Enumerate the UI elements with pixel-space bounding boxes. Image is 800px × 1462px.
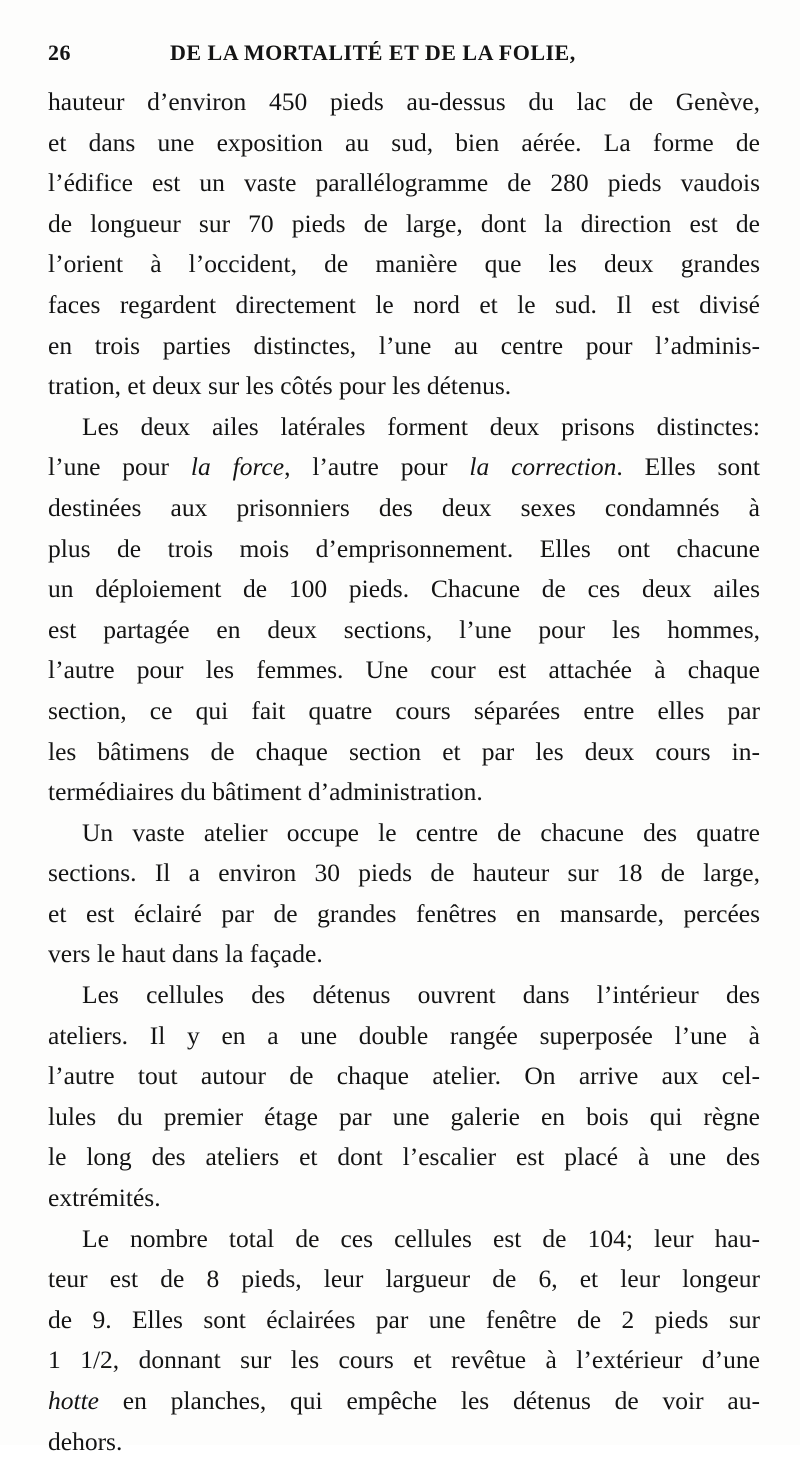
text-line: Un vaste atelier occupe le centre de chacune des quatre [82,817,760,847]
text-line: est partagée en deux sections, l’une pour les hommes, [48,614,760,644]
text-line: 1 1/2, donnant sur les cours et revêtue à l’extérieur d’une [48,1345,760,1375]
italic-phrase: la correction [469,452,617,482]
paragraph [48,82,760,407]
text-line: sections. Il a environ 30 pieds de hauteur sur 18 de large, [48,858,760,888]
text-line: les bâtimens de chaque section et par les deux cours in- [48,736,760,766]
page-header [48,40,756,74]
text-line: faces regardent directement le nord et le sud. Il est divisé [48,289,760,319]
text-line: l’une pour la force, l’autre pour la correction. Elles sont [48,452,760,482]
text-line: Les deux ailes latérales forment deux prisons distinctes: [82,411,760,441]
text-line: ateliers. Il y en a une double rangée superposée l’une à [48,1020,760,1050]
text-line: destinées aux prisonniers des deux sexes condamnés à [48,492,760,522]
text-line: un déploiement de 100 pieds. Chacune de ces deux ailes [48,574,760,604]
text-line: hotte en planches, qui empêche les détenus de voir au- [48,1386,760,1415]
page-number: 26 [48,40,71,65]
text-line: teur est de 8 pieds, leur largueur de 6, et leur longeur [48,1264,760,1294]
text-line: dehors. [48,1426,123,1456]
text-line: l’orient à l’occident, de manière que les deux grandes [48,249,760,279]
text-line: plus de trois mois d’emprisonnement. Elles ont chacune [48,533,760,563]
text-line: le long des ateliers et dont l’escalier est placé à une des [48,1142,760,1172]
text-line: Les cellules des détenus ouvrent dans l’intérieur des [82,980,760,1010]
text-line: vers le haut dans la façade. [48,939,323,969]
text-line: Le nombre total de ces cellules est de 104; leur hau- [82,1223,760,1253]
italic-phrase: la force [190,452,285,482]
paragraph [48,1219,760,1462]
text-line: de longueur sur 70 pieds de large, dont la direction est de [48,208,760,238]
text-line: et est éclairé par de grandes fenêtres en mansarde, percées [48,898,760,928]
text-line: l’édifice est un vaste parallélogramme de 280 pieds vaudois [48,168,760,198]
text-line: section, ce qui fait quatre cours séparées entre elles par [48,695,760,725]
text-line: hauteur d’environ 450 pieds au-dessus du lac de Genève, [48,87,760,116]
text-line: de 9. Elles sont éclairées par une fenêtre de 2 pieds sur [48,1304,760,1334]
text-line: extrémités. [48,1183,161,1213]
text-line: tration, et deux sur les côtés pour les détenus. [48,371,512,401]
text-line: l’autre pour les femmes. Une cour est attachée à chaque [48,655,760,685]
running-title: DE LA MORTALITÉ ET DE LA FOLIE, [170,40,576,65]
paragraph [48,407,760,813]
text-line: et dans une exposition au sud, bien aérée. La forme de [48,127,760,157]
text-line: l’autre tout autour de chaque atelier. On arrive aux cel- [48,1061,760,1091]
text-line: termédiaires du bâtiment d’administration. [48,777,483,807]
text-line: lules du premier étage par une galerie en bois qui règne [48,1101,760,1131]
text-line: en trois parties distinctes, l’une au centre pour l’adminis- [48,330,760,360]
italic-phrase: hotte [48,1386,99,1415]
paragraph [48,813,760,975]
paragraph [48,975,760,1219]
body-text [48,82,760,1462]
